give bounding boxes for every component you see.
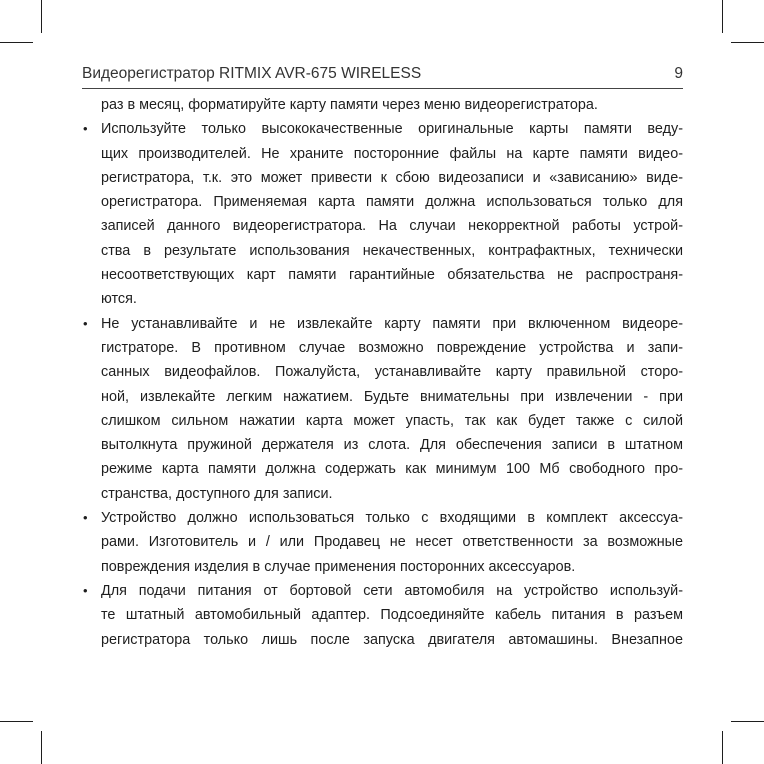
crop-mark-bottom-left-vertical xyxy=(41,731,42,764)
crop-mark-bottom-right-vertical xyxy=(722,731,723,764)
crop-mark-bottom-right-horizontal xyxy=(731,721,764,722)
bullet-icon: • xyxy=(83,510,88,526)
text-line: раз в месяц, форматируйте карту памяти через меню видеорегистратора. xyxy=(101,97,598,113)
text-line: ной, извлекайте легким нажатием. Будьте внимательны при извлечении - при xyxy=(101,388,683,405)
bullet-icon: • xyxy=(83,121,88,137)
crop-mark-top-left-vertical xyxy=(41,0,42,33)
text-line: гистраторе. В противном случае возможно повреждение устройства и запи- xyxy=(101,339,683,356)
text-line: щих производителей. Не храните посторонние файлы на карте памяти видео- xyxy=(101,145,683,162)
text-line: слишком сильном нажатии карта может упасть, так как будет также с силой xyxy=(101,412,683,429)
bullet-icon: • xyxy=(83,582,88,598)
page-number: 9 xyxy=(674,65,683,82)
header-divider xyxy=(82,88,683,89)
crop-mark-bottom-left-horizontal xyxy=(0,721,33,722)
crop-mark-top-left-horizontal xyxy=(0,42,33,43)
bullet-item-memory-cards xyxy=(82,117,683,311)
text-line: орегистратора. Применяемая карта памяти должна использоваться только для xyxy=(101,194,683,211)
bullet-item-accessories xyxy=(82,506,683,579)
text-line: режиме карта памяти должна содержать как минимум 100 Мб свободного про- xyxy=(101,461,683,478)
text-line: ются. xyxy=(101,291,137,308)
text-line: Используйте только высококачественные оригинальные карты памяти веду- xyxy=(101,121,683,138)
text-line: Для подачи питания от бортовой сети автомобиля на устройство используй- xyxy=(101,582,683,599)
text-line: ства в результате использования некачественных, контрафактных, технически xyxy=(101,242,683,259)
text-line: те штатный автомобильный адаптер. Подсоединяйте кабель питания в разъем xyxy=(101,607,683,624)
text-line: повреждения изделия в случае применения посторонних аксессуаров. xyxy=(101,558,576,575)
bullet-item-power-supply xyxy=(82,579,683,652)
paragraph-continuation xyxy=(82,93,683,117)
text-line: Устройство должно использоваться только с входящими в комплект аксессуа- xyxy=(101,510,683,527)
bullet-item-card-insertion xyxy=(82,312,683,506)
text-line: Не устанавливайте и не извлекайте карту памяти при включенном видеоре- xyxy=(101,315,683,332)
body-text xyxy=(82,93,683,652)
bullet-icon: • xyxy=(83,315,88,331)
header-title: Видеорегистратор RITMIX AVR-675 WIRELESS xyxy=(82,65,422,82)
page-header xyxy=(82,64,683,86)
crop-mark-top-right-vertical xyxy=(722,0,723,33)
text-line: вытолкнута пружиной держателя из слота. Для обеспечения записи в штатном xyxy=(101,437,683,454)
text-line: странства, доступного для записи. xyxy=(101,485,333,502)
text-line: регистратора, т.к. это может привести к сбою видеозаписи и «зависанию» виде- xyxy=(101,169,683,186)
text-line: санных видеофайлов. Пожалуйста, устанавливайте карту правильной сторо- xyxy=(101,364,683,381)
text-line: рами. Изготовитель и / или Продавец не несет ответственности за возможные xyxy=(101,534,683,551)
text-line: регистратора только лишь после запуска двигателя автомашины. Внезапное xyxy=(101,631,683,648)
crop-mark-top-right-horizontal xyxy=(731,42,764,43)
text-line: записей данного видеорегистратора. На случаи некорректной работы устрой- xyxy=(101,218,683,235)
text-line: несоответствующих карт памяти гарантийные обязательства не распространя- xyxy=(101,267,683,284)
